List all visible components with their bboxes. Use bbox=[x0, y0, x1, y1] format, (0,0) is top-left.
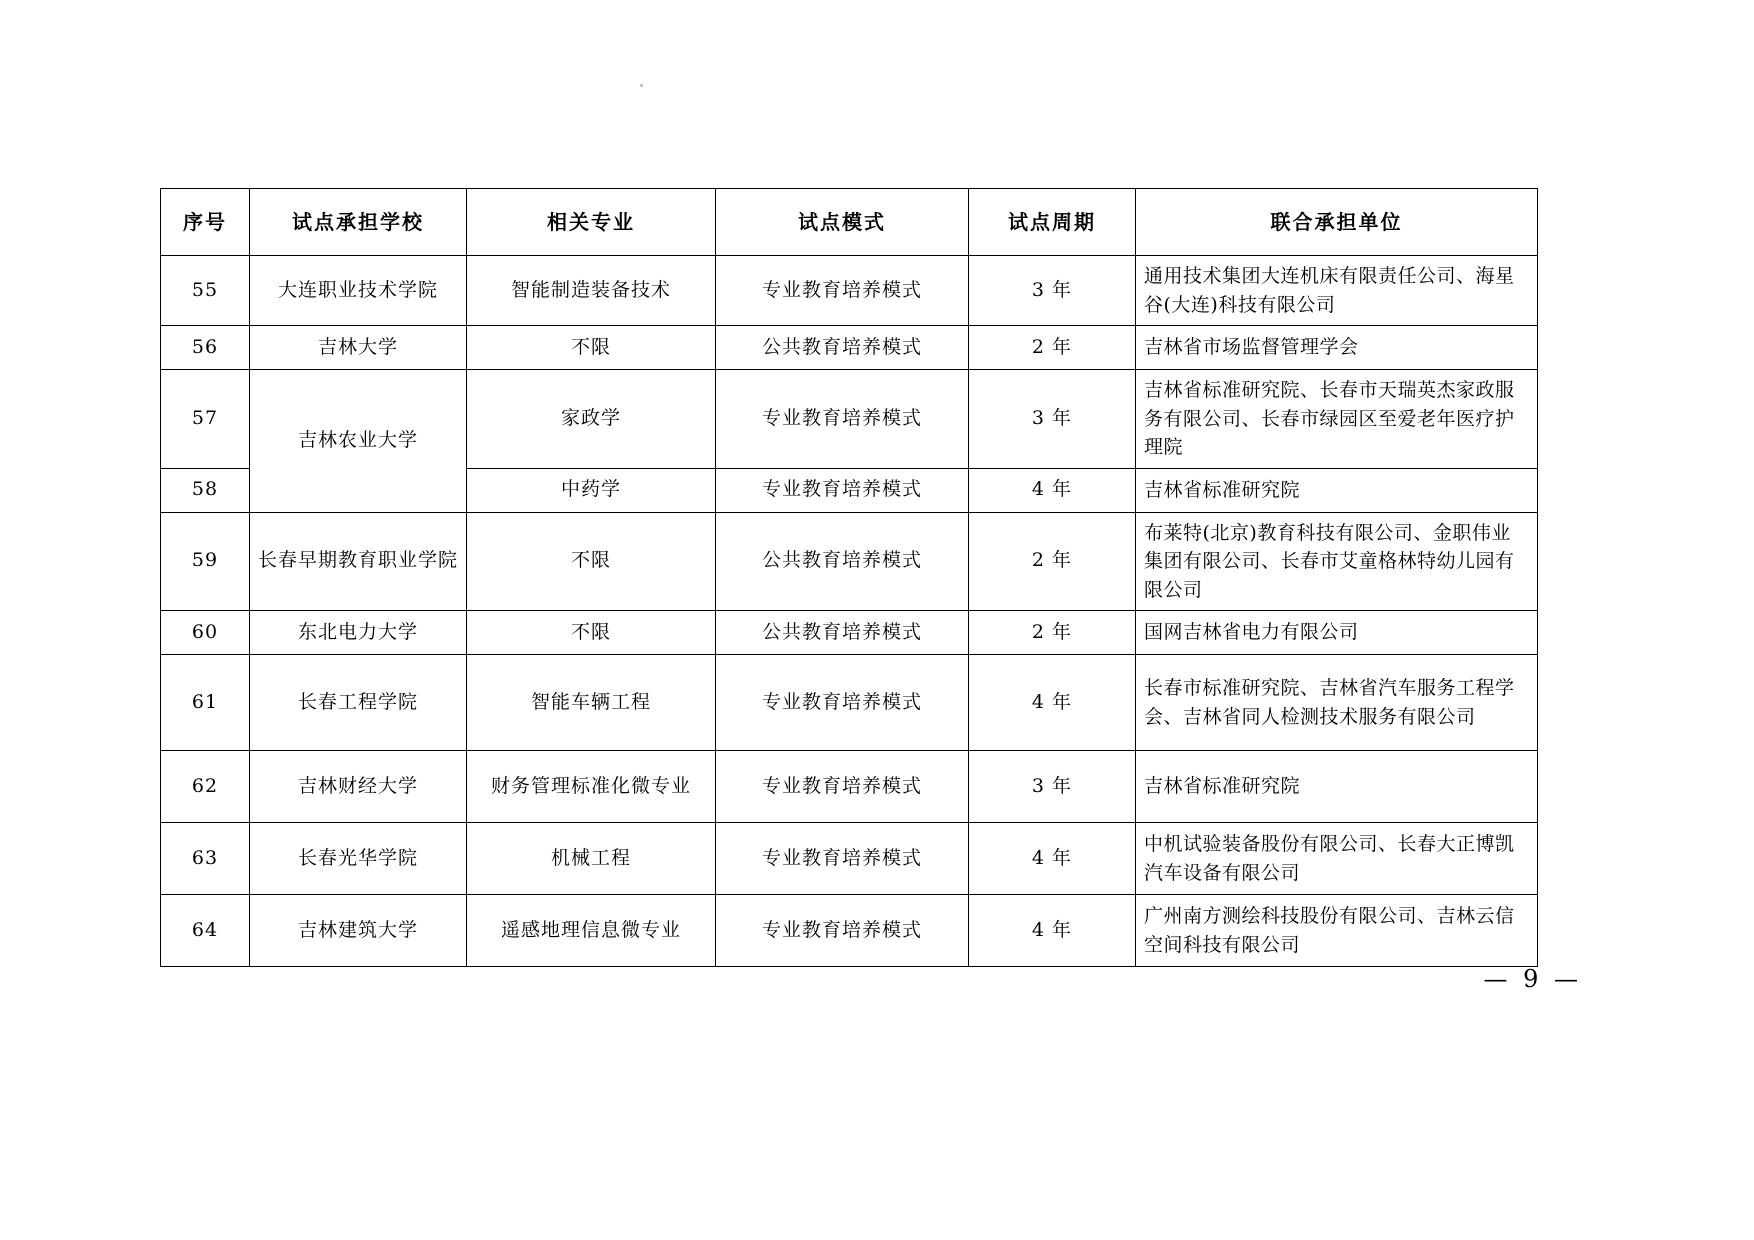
cell-school: 吉林财经大学 bbox=[250, 751, 467, 823]
table-row bbox=[161, 370, 1538, 469]
cell-mode: 公共教育培养模式 bbox=[716, 326, 969, 370]
cell-school: 大连职业技术学院 bbox=[250, 256, 467, 326]
table-row bbox=[161, 751, 1538, 823]
cell-period: 4 年 bbox=[969, 468, 1136, 512]
cell-unit: 中机试验装备股份有限公司、长春大正博凯汽车设备有限公司 bbox=[1136, 823, 1538, 895]
cell-unit: 布莱特(北京)教育科技有限公司、金职伟业集团有限公司、长春市艾童格林特幼儿园有限公司 bbox=[1136, 512, 1538, 611]
cell-period: 2 年 bbox=[969, 611, 1136, 655]
cell-unit: 广州南方测绘科技股份有限公司、吉林云信空间科技有限公司 bbox=[1136, 895, 1538, 967]
cell-school: 东北电力大学 bbox=[250, 611, 467, 655]
cell-mode: 专业教育培养模式 bbox=[716, 370, 969, 469]
column-header-major: 相关专业 bbox=[467, 189, 716, 256]
column-header-school: 试点承担学校 bbox=[250, 189, 467, 256]
table-header bbox=[161, 189, 1538, 256]
cell-mode: 公共教育培养模式 bbox=[716, 512, 969, 611]
cell-period: 3 年 bbox=[969, 370, 1136, 469]
column-header-period: 试点周期 bbox=[969, 189, 1136, 256]
cell-mode: 专业教育培养模式 bbox=[716, 256, 969, 326]
cell-major: 家政学 bbox=[467, 370, 716, 469]
cell-unit: 吉林省市场监督管理学会 bbox=[1136, 326, 1538, 370]
cell-mode: 专业教育培养模式 bbox=[716, 823, 969, 895]
column-header-no: 序号 bbox=[161, 189, 250, 256]
cell-period: 4 年 bbox=[969, 655, 1136, 751]
cell-period: 3 年 bbox=[969, 751, 1136, 823]
table-row bbox=[161, 256, 1538, 326]
cell-mode: 专业教育培养模式 bbox=[716, 468, 969, 512]
cell-no: 55 bbox=[161, 256, 250, 326]
table-header-row bbox=[161, 189, 1538, 256]
cell-period: 3 年 bbox=[969, 256, 1136, 326]
cell-major: 智能车辆工程 bbox=[467, 655, 716, 751]
scan-artifact-dot bbox=[640, 84, 643, 87]
cell-no: 58 bbox=[161, 468, 250, 512]
cell-unit: 长春市标准研究院、吉林省汽车服务工程学会、吉林省同人检测技术服务有限公司 bbox=[1136, 655, 1538, 751]
column-header-mode: 试点模式 bbox=[716, 189, 969, 256]
cell-school: 吉林农业大学 bbox=[250, 370, 467, 513]
table-row bbox=[161, 512, 1538, 611]
column-header-unit: 联合承担单位 bbox=[1136, 189, 1538, 256]
cell-no: 59 bbox=[161, 512, 250, 611]
cell-unit: 吉林省标准研究院 bbox=[1136, 751, 1538, 823]
cell-major: 财务管理标准化微专业 bbox=[467, 751, 716, 823]
cell-mode: 专业教育培养模式 bbox=[716, 895, 969, 967]
table-body bbox=[161, 256, 1538, 967]
cell-period: 2 年 bbox=[969, 512, 1136, 611]
cell-school: 长春工程学院 bbox=[250, 655, 467, 751]
table-row bbox=[161, 823, 1538, 895]
table-row bbox=[161, 326, 1538, 370]
cell-no: 60 bbox=[161, 611, 250, 655]
cell-unit: 通用技术集团大连机床有限责任公司、海星谷(大连)科技有限公司 bbox=[1136, 256, 1538, 326]
cell-major: 中药学 bbox=[467, 468, 716, 512]
cell-mode: 专业教育培养模式 bbox=[716, 655, 969, 751]
cell-major: 不限 bbox=[467, 326, 716, 370]
cell-no: 56 bbox=[161, 326, 250, 370]
cell-school: 长春早期教育职业学院 bbox=[250, 512, 467, 611]
page-number: — 9 — bbox=[1483, 965, 1582, 993]
table-row bbox=[161, 895, 1538, 967]
cell-period: 4 年 bbox=[969, 895, 1136, 967]
table-row bbox=[161, 611, 1538, 655]
cell-major: 机械工程 bbox=[467, 823, 716, 895]
cell-school: 吉林大学 bbox=[250, 326, 467, 370]
cell-unit: 吉林省标准研究院 bbox=[1136, 468, 1538, 512]
cell-mode: 专业教育培养模式 bbox=[716, 751, 969, 823]
cell-no: 63 bbox=[161, 823, 250, 895]
cell-school: 长春光华学院 bbox=[250, 823, 467, 895]
cell-major: 遥感地理信息微专业 bbox=[467, 895, 716, 967]
pilot-program-table bbox=[160, 188, 1538, 967]
table-row bbox=[161, 655, 1538, 751]
cell-no: 61 bbox=[161, 655, 250, 751]
cell-no: 57 bbox=[161, 370, 250, 469]
cell-major: 不限 bbox=[467, 512, 716, 611]
cell-unit: 吉林省标准研究院、长春市天瑞英杰家政服务有限公司、长春市绿园区至爱老年医疗护理院 bbox=[1136, 370, 1538, 469]
cell-period: 4 年 bbox=[969, 823, 1136, 895]
cell-unit: 国网吉林省电力有限公司 bbox=[1136, 611, 1538, 655]
cell-no: 62 bbox=[161, 751, 250, 823]
cell-mode: 公共教育培养模式 bbox=[716, 611, 969, 655]
cell-period: 2 年 bbox=[969, 326, 1136, 370]
cell-school: 吉林建筑大学 bbox=[250, 895, 467, 967]
cell-major: 不限 bbox=[467, 611, 716, 655]
cell-no: 64 bbox=[161, 895, 250, 967]
cell-major: 智能制造装备技术 bbox=[467, 256, 716, 326]
